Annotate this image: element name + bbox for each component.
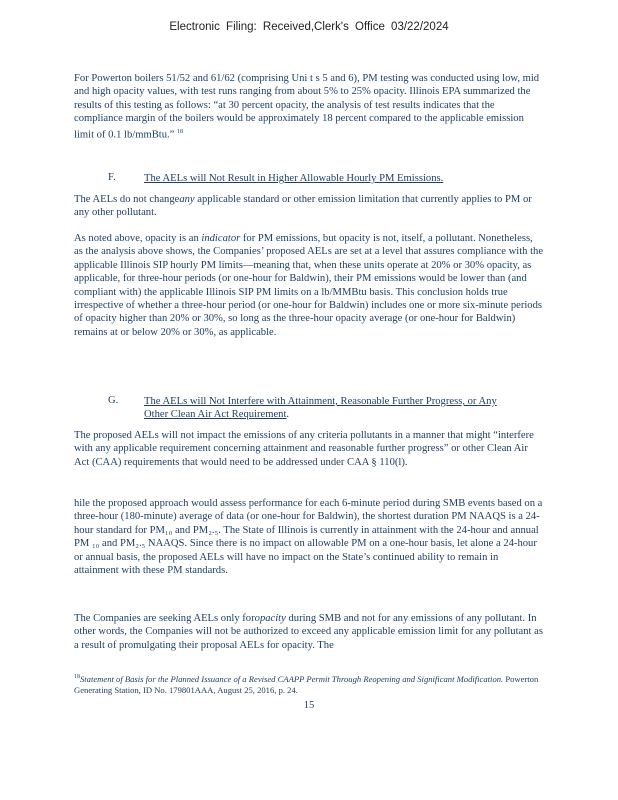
- section-g-heading: [74, 395, 544, 421]
- text-run: The AELs do not change: [74, 194, 180, 205]
- section-letter: G.: [108, 395, 119, 406]
- paragraph-aels-opacity-only: [74, 612, 544, 652]
- section-letter: F.: [108, 172, 116, 183]
- emphasis-text: indicator: [201, 233, 241, 244]
- emphasis-text: any: [179, 194, 195, 205]
- text-run: As noted above, opacity is an: [74, 233, 202, 244]
- paragraph-aels-no-change: [74, 193, 544, 220]
- section-title-wrap: [144, 395, 504, 421]
- section-title-period: .: [286, 409, 290, 420]
- paragraph-naaqs: hile the proposed approach would assess performance for each 6-minute period during SMB events based on a three-hour (180-minute) average of data (or one-hour for Baldwin), the shortest duration PM NAAQS is a 24-hour standard for PM₁₀ and PM₂.₅. The State of Illinois is currently in attainment with the 24-hour and annual PM ₁₀ and PM₂.₅ NAAQS. Since there is no impact on allowable PM on a one-hour basis, let alone a 24-hour or annual basis, the proposed AELs will have no impact on the State’s continued ability to remain in attainment with these PM standards.: [74, 498, 543, 577]
- section-title: The AELs will Not Result in Higher Allowable Hourly PM Emissions.: [144, 173, 444, 184]
- text-run: applicable standard or other emission limitation that currently applies to PM or any other pollutant.: [74, 194, 532, 219]
- footnote-number: 18: [74, 674, 80, 680]
- text-run: for PM emissions, but opacity is not, itself, a pollutant. Nonetheless, as the analysis above shows, the Companies’ proposed AELs are set at a level that assures compliance with the applicable Illinois SIP hourly PM limits—meaning that, when these units operate at 20% or 30% opacity, as applicable, for three-hour periods (or one-hour for Baldwin), their PM emissions would be lower than (and compliant with) the applicable Illinois SIP PM limits on a lb/MMBtu basis. This conclusion holds true irrespective of whether a three-hour period (or one-hour for Baldwin) includes one or more six-minute periods of opacity higher than 20% or 30%, so long as the three-hour opacity average (or one-hour for Baldwin) remains at or below 20% or 30%, as applicable.: [74, 233, 544, 338]
- section-title: The AELs will Not Interfere with Attainment, Reasonable Further Progress, or Any Other Clean Air Act Requirement: [144, 396, 497, 420]
- footnote-citation-title: Statement of Basis for the Planned Issuance of a Revised CAAPP Permit Through Reopening and Significant Modification.: [80, 673, 504, 684]
- footnote-citation-detail: Powerton Generating Station, ID No. 179801AAA, August 25, 2016, p. 24.: [74, 673, 539, 695]
- paragraph-opacity-indicator: [74, 232, 544, 339]
- text-run: during SMB and not for any emissions of any pollutant. In other words, the Companies will not be authorized to exceed any applicable emission limit for any pollutant as a result of promulgating their proposal AELs for opacity. The: [74, 613, 543, 651]
- page-number: 15: [303, 700, 315, 711]
- emphasis-text: opacity: [254, 613, 286, 624]
- text-run: The Companies are seeking AELs only for: [74, 613, 255, 624]
- paragraph-powerton-testing: [74, 72, 544, 142]
- filing-header: Electronic Filing: Received,Clerk's Office 03/22/2024: [169, 21, 449, 33]
- paragraph-text: For Powerton boilers 51/52 and 61/62 (comprising Uni t s 5 and 6), PM testing was conducted using low, mid and high opacity values, with test runs ranging from about 5% to 25% opacity. Illinois EPA summarized the results of this testing as follows: “at 30 percent opacity, the analysis of test results indicates that the compliance margin of the boilers would be approximately 18 percent compared to the applicable emission limit of 0.1 lb/mmBtu.”: [74, 73, 540, 141]
- footnote-reference: 18: [177, 128, 184, 135]
- section-f-heading: [74, 172, 544, 185]
- footnote-18: [74, 672, 544, 696]
- paragraph-criteria-pollutants: The proposed AELs will not impact the emissions of any criteria pollutants in a manner that might “interfere with any applicable requirement concerning attainment and reasonable further progress” or other Clean Air Act (CAA) requirements that would need to be addressed under CAA § 110(l).: [74, 430, 534, 468]
